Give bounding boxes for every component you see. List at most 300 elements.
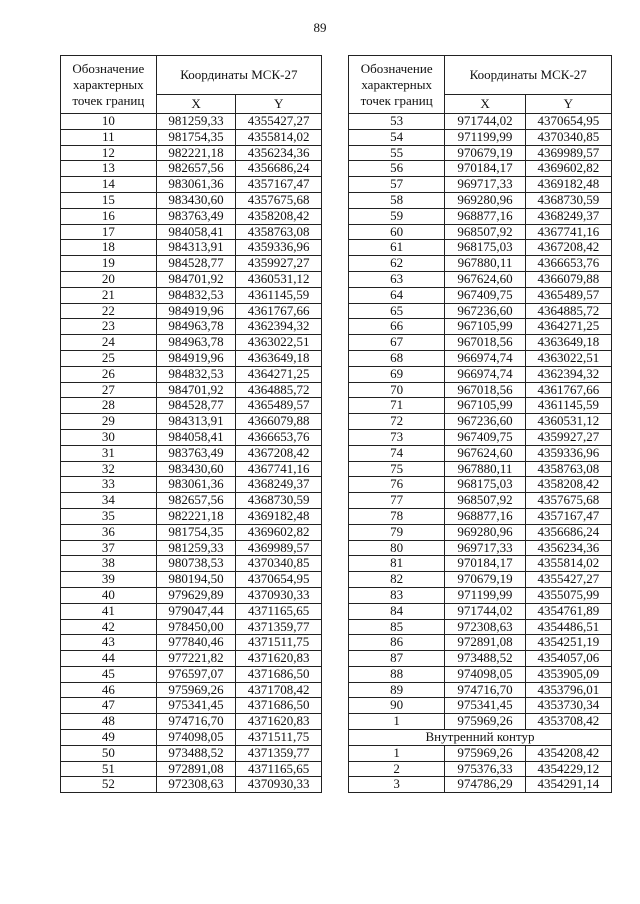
table-row bbox=[349, 508, 612, 524]
coord-y: 4354208,42 bbox=[525, 745, 611, 761]
point-number: 17 bbox=[61, 224, 157, 240]
header-coordinates: Координаты МСК-27 bbox=[445, 56, 612, 95]
coord-y: 4353708,42 bbox=[525, 714, 611, 730]
coord-y: 4355814,02 bbox=[525, 556, 611, 572]
table-row bbox=[61, 114, 322, 130]
table-row bbox=[349, 777, 612, 793]
point-number: 22 bbox=[61, 303, 157, 319]
table-row bbox=[61, 414, 322, 430]
coord-x: 982221,18 bbox=[156, 145, 236, 161]
coord-y: 4367208,42 bbox=[525, 240, 611, 256]
point-number: 13 bbox=[61, 161, 157, 177]
table-row bbox=[349, 382, 612, 398]
table-row bbox=[349, 350, 612, 366]
table-row bbox=[349, 666, 612, 682]
coord-y: 4361145,59 bbox=[525, 398, 611, 414]
inner-contour-label: Внутренний контур bbox=[349, 730, 612, 746]
point-number: 75 bbox=[349, 461, 445, 477]
coord-y: 4354251,19 bbox=[525, 635, 611, 651]
point-number: 44 bbox=[61, 651, 157, 667]
table-row bbox=[349, 477, 612, 493]
table-row bbox=[349, 619, 612, 635]
point-number: 14 bbox=[61, 177, 157, 193]
point-number: 46 bbox=[61, 682, 157, 698]
point-number: 71 bbox=[349, 398, 445, 414]
coord-x: 968877,16 bbox=[445, 208, 525, 224]
point-number: 88 bbox=[349, 666, 445, 682]
table-row bbox=[61, 303, 322, 319]
coord-x: 974716,70 bbox=[156, 714, 236, 730]
table-row bbox=[61, 666, 322, 682]
coord-x: 974098,05 bbox=[445, 666, 525, 682]
coord-y: 4354486,51 bbox=[525, 619, 611, 635]
table-row bbox=[349, 366, 612, 382]
coord-y: 4357167,47 bbox=[525, 508, 611, 524]
coord-y: 4359927,27 bbox=[236, 256, 322, 272]
coord-x: 968175,03 bbox=[445, 477, 525, 493]
point-number: 25 bbox=[61, 350, 157, 366]
table-row bbox=[349, 714, 612, 730]
table-row bbox=[61, 477, 322, 493]
point-number: 24 bbox=[61, 335, 157, 351]
coord-x: 976597,07 bbox=[156, 666, 236, 682]
coord-y: 4355814,02 bbox=[236, 129, 322, 145]
inner-contour-section bbox=[349, 730, 612, 746]
table-row bbox=[349, 129, 612, 145]
coord-y: 4359927,27 bbox=[525, 429, 611, 445]
coord-y: 4368730,59 bbox=[236, 493, 322, 509]
table-row bbox=[61, 619, 322, 635]
coord-x: 984528,77 bbox=[156, 398, 236, 414]
coord-y: 4357675,68 bbox=[236, 192, 322, 208]
coord-y: 4354761,89 bbox=[525, 603, 611, 619]
coord-x: 984058,41 bbox=[156, 224, 236, 240]
coord-x: 967624,60 bbox=[445, 445, 525, 461]
coord-x: 973488,52 bbox=[445, 651, 525, 667]
table-row bbox=[349, 540, 612, 556]
coord-y: 4359336,96 bbox=[236, 240, 322, 256]
table-row bbox=[61, 287, 322, 303]
coord-x: 983763,49 bbox=[156, 208, 236, 224]
coord-y: 4371511,75 bbox=[236, 730, 322, 746]
coord-x: 984528,77 bbox=[156, 256, 236, 272]
table-row bbox=[349, 556, 612, 572]
coord-y: 4370340,85 bbox=[525, 129, 611, 145]
coord-x: 967236,60 bbox=[445, 303, 525, 319]
coord-x: 970679,19 bbox=[445, 145, 525, 161]
coord-y: 4361767,66 bbox=[525, 382, 611, 398]
coord-y: 4354291,14 bbox=[525, 777, 611, 793]
coord-y: 4355427,27 bbox=[236, 114, 322, 130]
point-number: 54 bbox=[349, 129, 445, 145]
coord-y: 4371620,83 bbox=[236, 651, 322, 667]
coord-y: 4362394,32 bbox=[236, 319, 322, 335]
table-row bbox=[349, 445, 612, 461]
table-row bbox=[61, 208, 322, 224]
table-row bbox=[349, 256, 612, 272]
coord-y: 4365489,57 bbox=[525, 287, 611, 303]
page-number: 89 bbox=[313, 20, 327, 35]
point-number: 52 bbox=[61, 777, 157, 793]
coord-x: 980194,50 bbox=[156, 572, 236, 588]
table-row bbox=[349, 208, 612, 224]
table-body-right bbox=[349, 114, 612, 730]
table-row bbox=[61, 256, 322, 272]
coord-y: 4371686,50 bbox=[236, 666, 322, 682]
coord-y: 4364271,25 bbox=[236, 366, 322, 382]
point-number: 27 bbox=[61, 382, 157, 398]
table-row bbox=[349, 414, 612, 430]
coord-y: 4366079,88 bbox=[236, 414, 322, 430]
point-number: 48 bbox=[61, 714, 157, 730]
point-number: 82 bbox=[349, 572, 445, 588]
point-number: 86 bbox=[349, 635, 445, 651]
coord-x: 968877,16 bbox=[445, 508, 525, 524]
coord-x: 975969,26 bbox=[156, 682, 236, 698]
coord-y: 4353796,01 bbox=[525, 682, 611, 698]
point-number: 34 bbox=[61, 493, 157, 509]
coord-y: 4364885,72 bbox=[236, 382, 322, 398]
table-row bbox=[349, 524, 612, 540]
coord-x: 970184,17 bbox=[445, 556, 525, 572]
table-row bbox=[349, 224, 612, 240]
point-number: 19 bbox=[61, 256, 157, 272]
header-point-name: Обозначение характерных точек границ bbox=[61, 56, 157, 114]
table-row bbox=[349, 698, 612, 714]
point-number: 66 bbox=[349, 319, 445, 335]
table-row bbox=[61, 572, 322, 588]
coord-x: 982657,56 bbox=[156, 161, 236, 177]
point-number: 81 bbox=[349, 556, 445, 572]
point-number: 77 bbox=[349, 493, 445, 509]
point-number: 36 bbox=[61, 524, 157, 540]
point-number: 47 bbox=[61, 698, 157, 714]
point-number: 56 bbox=[349, 161, 445, 177]
table-row bbox=[349, 398, 612, 414]
coord-x: 971744,02 bbox=[445, 603, 525, 619]
coord-x: 981259,33 bbox=[156, 114, 236, 130]
coord-y: 4370930,33 bbox=[236, 587, 322, 603]
coord-y: 4363649,18 bbox=[525, 335, 611, 351]
coord-x: 978450,00 bbox=[156, 619, 236, 635]
coord-y: 4356234,36 bbox=[236, 145, 322, 161]
point-number: 18 bbox=[61, 240, 157, 256]
coord-x: 981754,35 bbox=[156, 129, 236, 145]
table-row bbox=[61, 730, 322, 746]
point-number: 12 bbox=[61, 145, 157, 161]
coord-x: 969280,96 bbox=[445, 192, 525, 208]
table-row bbox=[61, 161, 322, 177]
table-body-left bbox=[61, 114, 322, 793]
point-number: 51 bbox=[61, 761, 157, 777]
table-row bbox=[61, 350, 322, 366]
point-number: 64 bbox=[349, 287, 445, 303]
table-row bbox=[349, 287, 612, 303]
coord-y: 4369989,57 bbox=[525, 145, 611, 161]
table-row bbox=[349, 587, 612, 603]
table-row bbox=[349, 319, 612, 335]
point-number: 65 bbox=[349, 303, 445, 319]
coord-y: 4353730,34 bbox=[525, 698, 611, 714]
point-number: 41 bbox=[61, 603, 157, 619]
table-row bbox=[349, 271, 612, 287]
point-number: 26 bbox=[61, 366, 157, 382]
table-row bbox=[61, 540, 322, 556]
inner-contour-row bbox=[349, 730, 612, 746]
table-row bbox=[349, 177, 612, 193]
table-row bbox=[61, 319, 322, 335]
coord-y: 4364271,25 bbox=[525, 319, 611, 335]
coord-y: 4371359,77 bbox=[236, 619, 322, 635]
point-number: 40 bbox=[61, 587, 157, 603]
coord-y: 4357167,47 bbox=[236, 177, 322, 193]
coord-y: 4368730,59 bbox=[525, 192, 611, 208]
point-number: 32 bbox=[61, 461, 157, 477]
coord-y: 4369182,48 bbox=[525, 177, 611, 193]
coord-x: 967880,11 bbox=[445, 256, 525, 272]
table-row bbox=[349, 682, 612, 698]
coord-x: 980738,53 bbox=[156, 556, 236, 572]
point-number: 3 bbox=[349, 777, 445, 793]
coord-y: 4365489,57 bbox=[236, 398, 322, 414]
table-row bbox=[61, 271, 322, 287]
point-number: 33 bbox=[61, 477, 157, 493]
table-row bbox=[61, 761, 322, 777]
coord-y: 4368249,37 bbox=[525, 208, 611, 224]
coord-y: 4366079,88 bbox=[525, 271, 611, 287]
point-number: 16 bbox=[61, 208, 157, 224]
point-number: 45 bbox=[61, 666, 157, 682]
coord-x: 968175,03 bbox=[445, 240, 525, 256]
coord-y: 4358208,42 bbox=[525, 477, 611, 493]
coord-x: 968507,92 bbox=[445, 493, 525, 509]
table-row bbox=[349, 161, 612, 177]
coord-y: 4371165,65 bbox=[236, 761, 322, 777]
point-number: 76 bbox=[349, 477, 445, 493]
point-number: 62 bbox=[349, 256, 445, 272]
table-row bbox=[349, 192, 612, 208]
coord-x: 975969,26 bbox=[445, 745, 525, 761]
coord-x: 967018,56 bbox=[445, 335, 525, 351]
coord-y: 4355075,99 bbox=[525, 587, 611, 603]
point-number: 89 bbox=[349, 682, 445, 698]
point-number: 15 bbox=[61, 192, 157, 208]
coord-x: 969717,33 bbox=[445, 177, 525, 193]
point-number: 83 bbox=[349, 587, 445, 603]
coord-x: 967880,11 bbox=[445, 461, 525, 477]
point-number: 28 bbox=[61, 398, 157, 414]
table-row bbox=[61, 445, 322, 461]
point-number: 42 bbox=[61, 619, 157, 635]
point-number: 55 bbox=[349, 145, 445, 161]
table-row bbox=[349, 635, 612, 651]
point-number: 1 bbox=[349, 745, 445, 761]
coord-y: 4366653,76 bbox=[236, 429, 322, 445]
table-row bbox=[61, 366, 322, 382]
coord-x: 984963,78 bbox=[156, 335, 236, 351]
table-row bbox=[349, 761, 612, 777]
point-number: 35 bbox=[61, 508, 157, 524]
table-row bbox=[61, 556, 322, 572]
coord-x: 984701,92 bbox=[156, 382, 236, 398]
point-number: 85 bbox=[349, 619, 445, 635]
point-number: 90 bbox=[349, 698, 445, 714]
coord-x: 979629,89 bbox=[156, 587, 236, 603]
table-row bbox=[61, 777, 322, 793]
table-row bbox=[61, 398, 322, 414]
point-number: 73 bbox=[349, 429, 445, 445]
point-number: 67 bbox=[349, 335, 445, 351]
point-number: 68 bbox=[349, 350, 445, 366]
header-coordinates: Координаты МСК-27 bbox=[156, 56, 321, 95]
point-number: 1 bbox=[349, 714, 445, 730]
table-row bbox=[61, 603, 322, 619]
coord-y: 4366653,76 bbox=[525, 256, 611, 272]
point-number: 79 bbox=[349, 524, 445, 540]
point-number: 39 bbox=[61, 572, 157, 588]
table-row bbox=[61, 224, 322, 240]
coord-x: 984919,96 bbox=[156, 303, 236, 319]
coord-y: 4371708,42 bbox=[236, 682, 322, 698]
coord-y: 4371165,65 bbox=[236, 603, 322, 619]
coord-x: 967105,99 bbox=[445, 398, 525, 414]
table-row bbox=[349, 603, 612, 619]
table-row bbox=[61, 508, 322, 524]
point-number: 72 bbox=[349, 414, 445, 430]
point-number: 57 bbox=[349, 177, 445, 193]
point-number: 60 bbox=[349, 224, 445, 240]
table-row bbox=[61, 335, 322, 351]
point-number: 37 bbox=[61, 540, 157, 556]
coord-y: 4361145,59 bbox=[236, 287, 322, 303]
coord-y: 4371620,83 bbox=[236, 714, 322, 730]
coord-y: 4362394,32 bbox=[525, 366, 611, 382]
coord-x: 969280,96 bbox=[445, 524, 525, 540]
table-row bbox=[61, 714, 322, 730]
header-x: X bbox=[445, 95, 525, 114]
table-row bbox=[61, 745, 322, 761]
coord-y: 4363022,51 bbox=[236, 335, 322, 351]
coord-y: 4358208,42 bbox=[236, 208, 322, 224]
coord-x: 984313,91 bbox=[156, 414, 236, 430]
point-number: 69 bbox=[349, 366, 445, 382]
coord-x: 975376,33 bbox=[445, 761, 525, 777]
coord-x: 981259,33 bbox=[156, 540, 236, 556]
coord-x: 983061,36 bbox=[156, 477, 236, 493]
coord-y: 4353905,09 bbox=[525, 666, 611, 682]
header-point-name: Обозначение характерных точек границ bbox=[349, 56, 445, 114]
coord-x: 975341,45 bbox=[156, 698, 236, 714]
coord-x: 967018,56 bbox=[445, 382, 525, 398]
coord-y: 4367741,16 bbox=[236, 461, 322, 477]
header-y: Y bbox=[525, 95, 611, 114]
coord-y: 4356234,36 bbox=[525, 540, 611, 556]
coord-x: 975969,26 bbox=[445, 714, 525, 730]
table-row bbox=[349, 493, 612, 509]
point-number: 29 bbox=[61, 414, 157, 430]
coord-x: 971744,02 bbox=[445, 114, 525, 130]
coord-x: 983430,60 bbox=[156, 192, 236, 208]
table-row bbox=[61, 240, 322, 256]
coord-x: 984919,96 bbox=[156, 350, 236, 366]
table-row bbox=[349, 651, 612, 667]
coord-y: 4355427,27 bbox=[525, 572, 611, 588]
table-row bbox=[61, 493, 322, 509]
coord-x: 979047,44 bbox=[156, 603, 236, 619]
coord-x: 984058,41 bbox=[156, 429, 236, 445]
coord-y: 4354057,06 bbox=[525, 651, 611, 667]
coord-y: 4370654,95 bbox=[236, 572, 322, 588]
point-number: 74 bbox=[349, 445, 445, 461]
table-row bbox=[61, 129, 322, 145]
coord-x: 977840,46 bbox=[156, 635, 236, 651]
coord-y: 4370654,95 bbox=[525, 114, 611, 130]
coord-y: 4358763,08 bbox=[236, 224, 322, 240]
coord-y: 4368249,37 bbox=[236, 477, 322, 493]
coord-x: 970679,19 bbox=[445, 572, 525, 588]
table-row bbox=[61, 682, 322, 698]
coord-y: 4371511,75 bbox=[236, 635, 322, 651]
table-row bbox=[61, 635, 322, 651]
coord-y: 4369602,82 bbox=[236, 524, 322, 540]
point-number: 84 bbox=[349, 603, 445, 619]
point-number: 23 bbox=[61, 319, 157, 335]
coord-y: 4356686,24 bbox=[236, 161, 322, 177]
coord-x: 973488,52 bbox=[156, 745, 236, 761]
coord-y: 4359336,96 bbox=[525, 445, 611, 461]
point-number: 63 bbox=[349, 271, 445, 287]
coord-x: 982657,56 bbox=[156, 493, 236, 509]
coord-y: 4358763,08 bbox=[525, 461, 611, 477]
point-number: 43 bbox=[61, 635, 157, 651]
coord-x: 974716,70 bbox=[445, 682, 525, 698]
coord-x: 972891,08 bbox=[156, 761, 236, 777]
coord-x: 984832,53 bbox=[156, 287, 236, 303]
coord-y: 4370340,85 bbox=[236, 556, 322, 572]
coord-y: 4367741,16 bbox=[525, 224, 611, 240]
coord-y: 4360531,12 bbox=[525, 414, 611, 430]
table-row bbox=[349, 745, 612, 761]
coord-x: 970184,17 bbox=[445, 161, 525, 177]
table-row bbox=[61, 192, 322, 208]
coordinates-table-right bbox=[348, 55, 612, 793]
coord-y: 4364885,72 bbox=[525, 303, 611, 319]
coord-x: 972308,63 bbox=[445, 619, 525, 635]
coord-y: 4369182,48 bbox=[236, 508, 322, 524]
point-number: 58 bbox=[349, 192, 445, 208]
table-row bbox=[61, 698, 322, 714]
coord-x: 971199,99 bbox=[445, 587, 525, 603]
point-number: 38 bbox=[61, 556, 157, 572]
table-row bbox=[349, 461, 612, 477]
coord-x: 981754,35 bbox=[156, 524, 236, 540]
coord-x: 984963,78 bbox=[156, 319, 236, 335]
table-row bbox=[61, 587, 322, 603]
table-row bbox=[61, 429, 322, 445]
table-body-inner bbox=[349, 745, 612, 792]
point-number: 59 bbox=[349, 208, 445, 224]
coord-y: 4369989,57 bbox=[236, 540, 322, 556]
coord-x: 982221,18 bbox=[156, 508, 236, 524]
coord-x: 975341,45 bbox=[445, 698, 525, 714]
coord-y: 4356686,24 bbox=[525, 524, 611, 540]
coord-y: 4367208,42 bbox=[236, 445, 322, 461]
point-number: 30 bbox=[61, 429, 157, 445]
table-row bbox=[61, 524, 322, 540]
coord-x: 966974,74 bbox=[445, 350, 525, 366]
point-number: 87 bbox=[349, 651, 445, 667]
point-number: 10 bbox=[61, 114, 157, 130]
